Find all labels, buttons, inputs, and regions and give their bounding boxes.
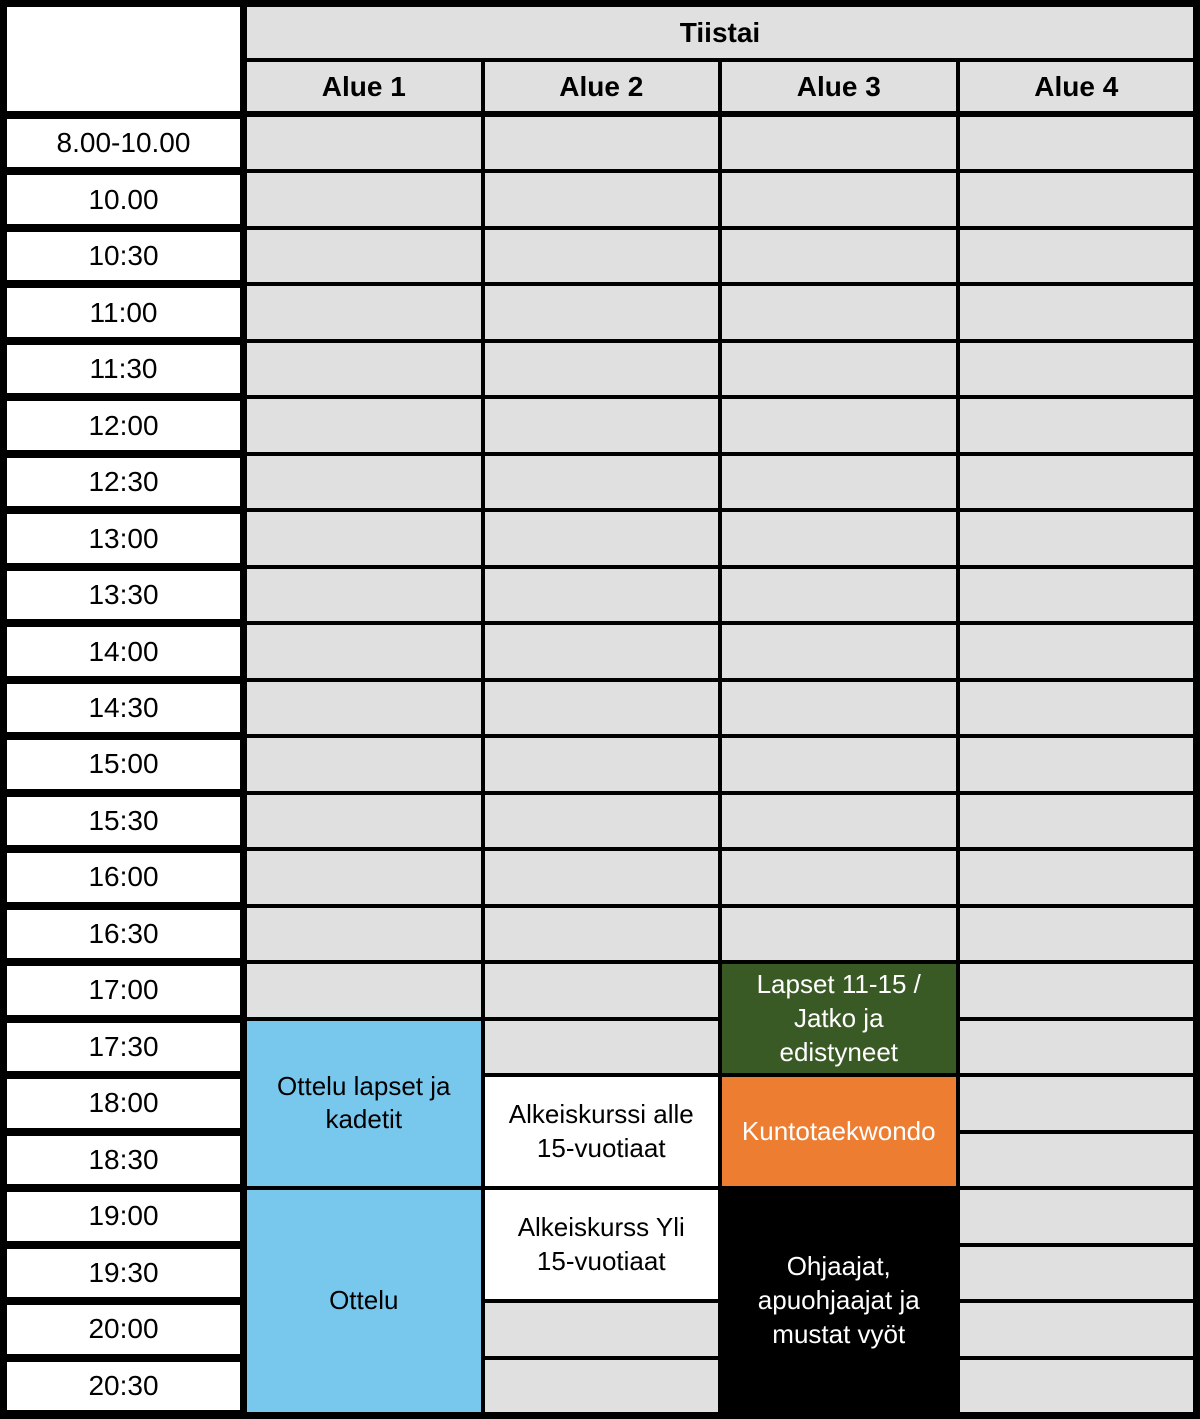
grid-cell: [485, 851, 719, 903]
grid-cell: [247, 851, 481, 903]
event-label-line: Lapset 11-15 /: [756, 968, 921, 999]
grid-cell: [485, 795, 719, 847]
grid-cell: [485, 399, 719, 451]
event-block: [247, 1190, 481, 1412]
grid-cell: [960, 343, 1194, 395]
time-cell: 18:00: [7, 1079, 240, 1127]
event-label-line: 15-vuotiaat: [536, 1132, 666, 1163]
time-cell: 20:30: [7, 1362, 240, 1410]
grid-cell: [485, 908, 719, 960]
grid-cell: [247, 964, 481, 1016]
grid-cell: [722, 738, 956, 790]
grid-cell: [485, 682, 719, 734]
grid-cell: [247, 343, 481, 395]
grid-cell: [247, 230, 481, 282]
grid-cell: [485, 964, 719, 1016]
grid-cell: [722, 117, 956, 169]
grid-cell: [722, 173, 956, 225]
time-cell: 14:00: [7, 627, 240, 675]
grid-cell: [247, 569, 481, 621]
grid-cell: [247, 286, 481, 338]
grid-cell: [485, 1360, 719, 1412]
grid-cell: [247, 173, 481, 225]
event-label-line: kadetit: [325, 1104, 403, 1135]
grid-cell: [722, 908, 956, 960]
grid-cell: [247, 738, 481, 790]
time-cell: 16:00: [7, 853, 240, 901]
event-block: [722, 1190, 956, 1412]
area-header-3: Alue 3: [722, 62, 956, 111]
time-cell: 12:00: [7, 401, 240, 449]
area-header-4: Alue 4: [960, 62, 1194, 111]
time-cell: 16:30: [7, 910, 240, 958]
grid-cell: [722, 682, 956, 734]
grid-cell: [960, 1303, 1194, 1355]
time-cell: 17:00: [7, 966, 240, 1014]
time-cell: 19:30: [7, 1249, 240, 1297]
area-header-1: Alue 1: [247, 62, 481, 111]
time-cell: 13:30: [7, 571, 240, 619]
event-label-line: Jatko ja: [793, 1002, 884, 1033]
event-label-line: edistyneet: [779, 1036, 899, 1067]
grid-cell: [485, 569, 719, 621]
event-label-line: Ohjaajat,: [786, 1251, 891, 1282]
grid-cell: [247, 795, 481, 847]
grid-cell: [960, 1021, 1194, 1073]
grid-cell: [960, 230, 1194, 282]
grid-cell: [722, 286, 956, 338]
grid-cell: [722, 456, 956, 508]
grid-cell: [485, 512, 719, 564]
time-cell: 11:00: [7, 288, 240, 336]
time-cell: 20:00: [7, 1305, 240, 1353]
time-cell: 14:30: [7, 684, 240, 732]
grid-cell: [960, 117, 1194, 169]
grid-cell: [247, 682, 481, 734]
grid-cell: [485, 625, 719, 677]
grid-cell: [960, 1247, 1194, 1299]
event-label-line: apuohjaajat ja: [757, 1285, 920, 1316]
grid-cell: [960, 625, 1194, 677]
time-cell: 10.00: [7, 175, 240, 223]
grid-cell: [247, 625, 481, 677]
grid-cell: [960, 851, 1194, 903]
time-cell: 15:00: [7, 740, 240, 788]
grid-cell: [960, 908, 1194, 960]
time-cell: 13:00: [7, 514, 240, 562]
grid-cell: [247, 456, 481, 508]
event-label-line: Alkeiskurss Yli: [517, 1211, 685, 1242]
grid-cell: [960, 569, 1194, 621]
event-block: [485, 1190, 719, 1299]
grid-cell: [485, 1021, 719, 1073]
grid-cell: [960, 399, 1194, 451]
grid-cell: [247, 399, 481, 451]
grid-cell: [722, 569, 956, 621]
grid-cell: [485, 343, 719, 395]
time-cell: 19:00: [7, 1192, 240, 1240]
grid-cell: [722, 851, 956, 903]
grid-cell: [960, 682, 1194, 734]
grid-cell: [722, 625, 956, 677]
grid-cell: [960, 738, 1194, 790]
event-block: [722, 1077, 956, 1186]
grid-cell: [485, 738, 719, 790]
grid-cell: [960, 173, 1194, 225]
grid-cell: [722, 343, 956, 395]
corner-cell: [7, 7, 240, 111]
event-block: [722, 964, 956, 1073]
grid-cell: [722, 512, 956, 564]
grid-cell: [960, 1134, 1194, 1186]
event-label-line: Alkeiskurssi alle: [508, 1098, 694, 1129]
grid-cell: [485, 456, 719, 508]
event-block: [247, 1021, 481, 1186]
grid-cell: [960, 512, 1194, 564]
grid-cell: [960, 1077, 1194, 1129]
event-block: [485, 1077, 719, 1186]
event-label-line: mustat vyöt: [772, 1318, 906, 1349]
grid-cell: [247, 512, 481, 564]
grid-cell: [722, 399, 956, 451]
grid-cell: [485, 230, 719, 282]
grid-cell: [960, 1190, 1194, 1242]
event-label-line: Kuntotaekwondo: [741, 1115, 936, 1146]
event-label-line: Ottelu lapset ja: [277, 1070, 451, 1101]
time-cell: 17:30: [7, 1023, 240, 1071]
day-header: Tiistai: [247, 7, 1193, 58]
grid-cell: [960, 456, 1194, 508]
time-cell: 18:30: [7, 1136, 240, 1184]
event-label-line: 15-vuotiaat: [536, 1245, 666, 1276]
time-cell: 10:30: [7, 232, 240, 280]
grid-cell: [960, 964, 1194, 1016]
grid-cell: [960, 795, 1194, 847]
grid-cell: [722, 230, 956, 282]
time-cell: 8.00-10.00: [7, 119, 240, 167]
area-header-2: Alue 2: [485, 62, 719, 111]
grid-cell: [485, 117, 719, 169]
grid-cell: [247, 117, 481, 169]
grid-cell: [485, 1303, 719, 1355]
grid-cell: [485, 173, 719, 225]
time-cell: 15:30: [7, 797, 240, 845]
time-cell: 11:30: [7, 345, 240, 393]
grid-cell: [722, 795, 956, 847]
grid-cell: [485, 286, 719, 338]
grid-cell: [960, 286, 1194, 338]
time-cell: 12:30: [7, 458, 240, 506]
grid-cell: [247, 908, 481, 960]
grid-cell: [960, 1360, 1194, 1412]
event-label-line: Ottelu: [329, 1285, 399, 1316]
